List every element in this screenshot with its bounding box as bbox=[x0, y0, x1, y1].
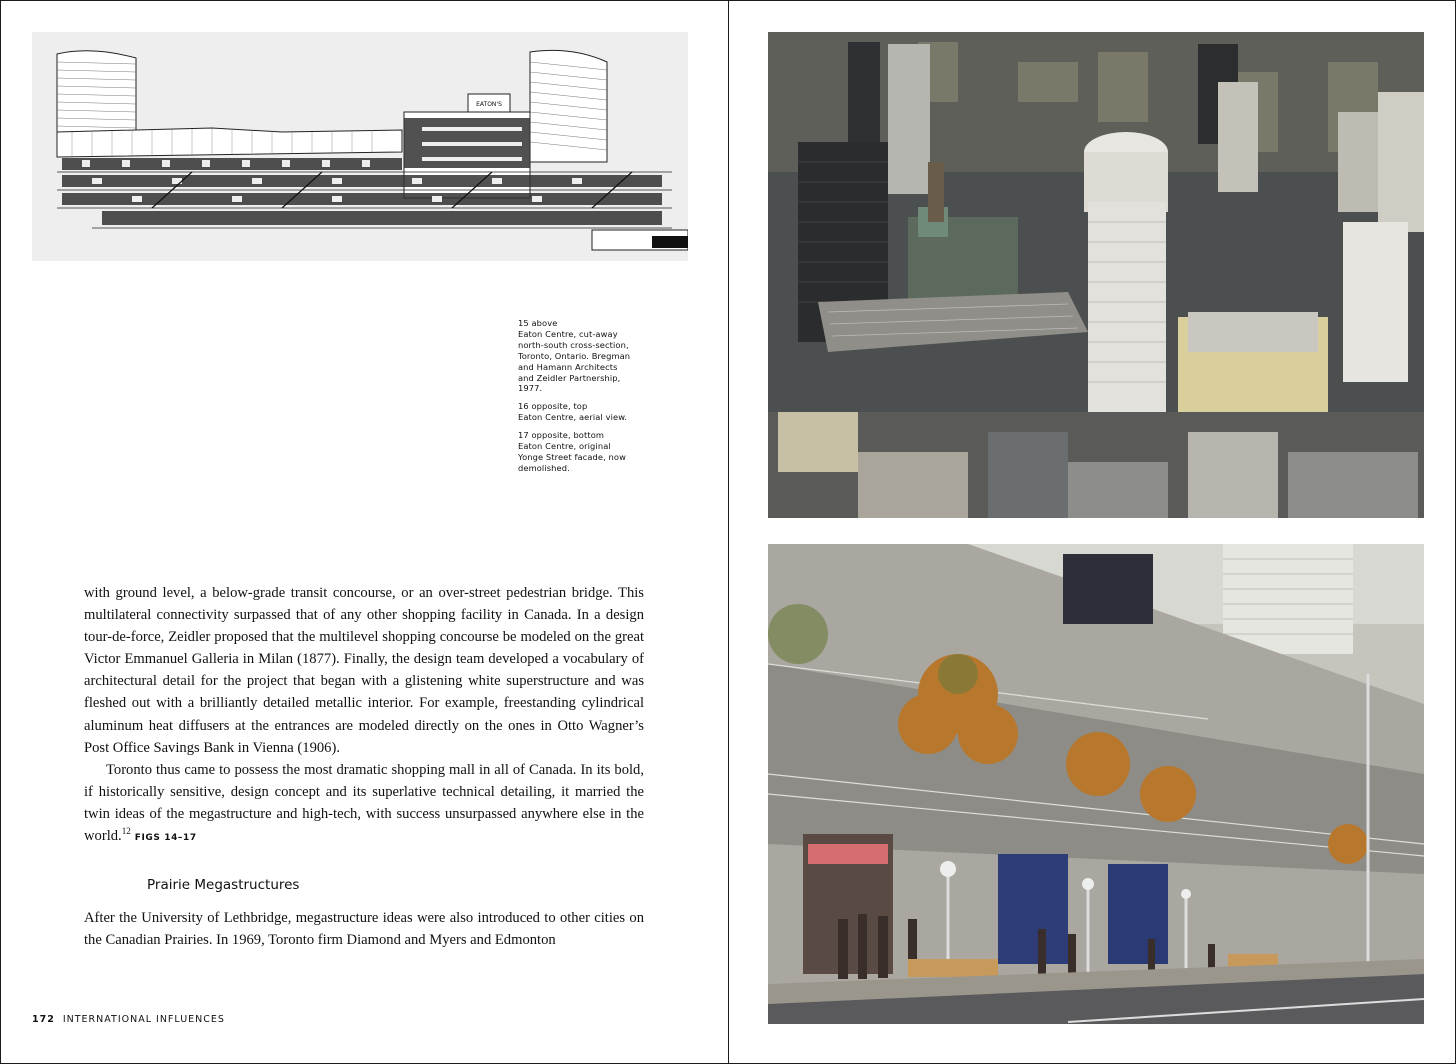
caption-label: 16 opposite, top bbox=[518, 401, 588, 412]
figure-15-cross-section-drawing bbox=[32, 32, 688, 261]
footnote-marker: 12 bbox=[121, 826, 131, 837]
paragraph-2 bbox=[84, 759, 644, 849]
book-spine bbox=[728, 0, 729, 1064]
paragraph-1: with ground level, a below-grade transit concourse, or an over-street pedestrian bridge. This multilateral connectivity surpassed that of any other shopping facility in Canada. In a design tour-de-force, Zeidler proposed that the multilevel shopping concourse be modeled on the great Victor Emmanuel Galleria in Milan (1877). Finally, the design team developed a vocabulary of architectural detail for the project that began with a glistening white superstructure and was fleshed out with a brilliantly detailed metallic interior. For example, freestanding cylindrical aluminum heat diffusers at the entrances are modeled directly on the ones in Otto Wagner’s Post Office Savings Bank in Vienna (1906). bbox=[84, 585, 644, 756]
caption-line: Yonge Street facade, now bbox=[518, 451, 626, 462]
caption-line: and Hamann Architects bbox=[518, 361, 618, 372]
figure-captions bbox=[518, 318, 648, 481]
caption-line: and Zeidler Partnership, bbox=[518, 372, 621, 383]
caption-line: 1977. bbox=[518, 383, 543, 394]
page-number: 172 bbox=[32, 1014, 55, 1025]
caption-line: demolished. bbox=[518, 462, 570, 473]
caption-line: Eaton Centre, cut-away bbox=[518, 328, 618, 339]
body-text-continued bbox=[84, 907, 644, 951]
body-text-main bbox=[84, 582, 644, 849]
caption-16 bbox=[518, 401, 648, 423]
caption-17 bbox=[518, 430, 648, 474]
eatons-sign-text: EATON'S bbox=[476, 101, 502, 108]
section-heading: Prairie Megastructures bbox=[147, 877, 300, 893]
paragraph-2-text: Toronto thus came to possess the most dramatic shopping mall in all of Canada. In its bold, if historically sensitive, design concept and its superlative technical detailing, it married the twin ideas of the megastructure and high-tech, with success unsurpassed anywhere else in the world. bbox=[84, 761, 644, 845]
caption-line: north-south cross-section, bbox=[518, 339, 629, 350]
caption-15 bbox=[518, 318, 648, 394]
caption-line: Toronto, Ontario. Bregman bbox=[518, 350, 631, 361]
figure-reference: FIGS 14–17 bbox=[134, 833, 197, 844]
caption-label: 17 opposite, bottom bbox=[518, 430, 605, 441]
caption-line: Eaton Centre, original bbox=[518, 441, 611, 452]
paragraph-3: After the University of Lethbridge, megastructure ideas were also introduced to other cities on the Canadian Prairies. In 1969, Toronto firm Diamond and Myers and Edmonton bbox=[84, 910, 644, 949]
figure-17-street-facade-photo bbox=[768, 544, 1424, 1024]
caption-label: 15 above bbox=[518, 318, 558, 328]
caption-line: Eaton Centre, aerial view. bbox=[518, 412, 628, 423]
page-footer bbox=[32, 1014, 225, 1025]
figure-16-aerial-photo bbox=[768, 32, 1424, 518]
running-section-title: INTERNATIONAL INFLUENCES bbox=[62, 1014, 225, 1025]
